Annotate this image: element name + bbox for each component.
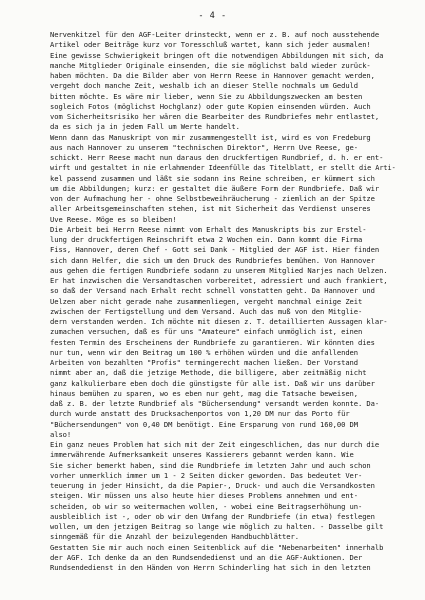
text-line: "Büchersendungen" von 0,40 DM benötigt. Eine Ersparung von rund 160,00 DM xyxy=(50,419,358,429)
text-line: ganz kalkulierbare eben doch die günstigste für alle ist. Daß wir uns darüber xyxy=(50,378,375,388)
text-line: aller Arbeitsgemeinschaften stehen, ist mit Sicherheit das Verdienst unseres xyxy=(50,204,371,214)
text-line: bitten möchte. Es wäre mir lieber, wenn Sie zu Abbildungszwecken am besten xyxy=(50,91,363,101)
text-line: ausbleiblich ist -, oder ob wir den Umfang der Rundbriefe (in etwa) festlegen xyxy=(50,511,375,521)
text-line: der AGF. Ich denke da an den Rundsendedienst und an die AGF-Auktionen. Der xyxy=(50,552,363,562)
text-line: Er hat inzwischen die Versandtaschen vorbereitet, adressiert und auch frankiert, xyxy=(50,276,388,285)
text-line: sinngemäß für die Anzahl der beizulegenden Handbuchblätter. xyxy=(50,532,299,542)
text-line: nur tun, wenn wir den Beitrag um 100 % erhöhen würden und die anfallenden xyxy=(50,347,358,357)
text-line: Gestatten Sie mir auch noch einen Seitenblick auf die "Nebenarbeiten" innerhalb xyxy=(50,542,384,552)
text-line: vorher unmerklich immer um 1 - 2 Seiten dicker geworden. Das bedeutet Ver- xyxy=(50,470,363,480)
text-line: nimmt aber an, daß die jetzige Methode, die billigere, aber zeitmäßig nicht xyxy=(50,368,367,378)
text-line: vergeht doch manche Zeit, weshalb ich an dieser Stelle nochmals um Geduld xyxy=(50,81,358,91)
text-line: Eine gewisse Schwierigkeit bringen oft die notwendigen Abbildungen mit sich, da xyxy=(50,50,384,60)
text-line: lung der druckfertigen Reinschrift etwa 2 Wochen ein. Dann kommt die Firma xyxy=(50,235,363,244)
text-line: so daß der Versand nach Erhalt recht schnell vonstatten geht. Da Hannover und xyxy=(50,286,375,296)
text-line: Wenn dann das Manuskript von mir zusammengestellt ist, wird es von Fredeburg xyxy=(50,132,371,142)
text-line: sich dann Helfer, die sich um den Druck des Rundbriefes bemühen. Von Hannover xyxy=(50,255,375,265)
text-line: zumachen versuchen, daß es für uns "Amateure" einfach unmöglich ist, einen xyxy=(50,327,363,337)
text-line: steigen. Wir müssen uns also heute hier dieses Problems annehmen und ent- xyxy=(50,491,358,501)
text-line: aus nach Hannover zu unserem "technischen Direktor", Herrn Uve Reese, ge- xyxy=(50,142,358,152)
text-line: Uve Reese. Möge es so bleiben! xyxy=(50,214,177,224)
text-line: haben möchten. Da die Bilder aber von Herrn Reese in Hannover gemacht werden, xyxy=(50,71,375,80)
text-line: Sie sicher bemerkt haben, sind die Rundbriefe im letzten Jahr und auch schon xyxy=(50,460,371,470)
text-line: Nervenkitzel für den AGF-Leiter drinsteckt, wenn er z. B. auf noch ausstehende xyxy=(50,30,380,39)
text-line: vom Sicherheitsrisiko her wären die Bearbeiter des Rundbriefes mehr entlastet, xyxy=(50,112,380,121)
text-line: wollen, um den jetzigen Beitrag so lange wie möglich zu halten. - Dasselbe gilt xyxy=(50,522,384,531)
text-line: Uelzen aber nicht gerade nahe zusammenliegen, vergeht manchmal einige Zeit xyxy=(50,296,363,306)
text-line: Fiss, Hannover, deren Chef - Gott sei Dank - Mitglied der AGF ist. Hier finden xyxy=(50,245,380,255)
text-line: scheiden, ob wir so weitermachen wollen, - wobei eine Beitragserhöhung un- xyxy=(50,501,363,511)
text-line: Artikel oder Beiträge kurz vor Toresschluß wartet, kann sich jeder ausmalen! xyxy=(50,40,371,50)
text-line: sogleich Fotos (möglichst Hochglanz) oder gute Kopien einsenden würden. Auch xyxy=(50,101,371,111)
text-line: schickt. Herr Reese macht nun daraus den druckfertigen Rundbrief, d. h. er ent- xyxy=(50,153,384,162)
text-line: Die Arbeit bei Herrn Reese nimmt vom Erhalt des Manuskripts bis zur Erstel- xyxy=(50,224,367,234)
text-line: hinaus bemühen zu sparen, wo es eben nur geht, mag die Tatsache beweisen, xyxy=(50,388,358,398)
text-line: teuerung in jeder Hinsicht, da die Papier-, Druck- und auch die Versandkosten xyxy=(50,481,375,490)
text-line: immerwährende Aufmerksamkeit unseres Kassierers gebannt werden kann. Wie xyxy=(50,450,354,460)
text-line: dern verstanden werden. Ich möchte mit diesen z. T. detaillierten Aussagen klar- xyxy=(50,317,388,326)
text-line: also! xyxy=(50,429,72,439)
text-line: da es sich ja in jedem Fall um Werte handelt. xyxy=(50,122,240,132)
text-line: daß z. B. der letzte Rundbrief als "Büchersendung" versandt werden konnte. Da- xyxy=(50,399,380,408)
text-line: um die Abbildungen; kurz: er gestaltet die äußere Form der Rundbriefe. Daß wir xyxy=(50,183,380,193)
text-line: Ein ganz neues Problem hat sich mit der Zeit eingeschlichen, das nur durch die xyxy=(50,440,380,449)
text-line: kel passend zusammen und läßt sie sodann ins Reine schreiben, er kümmert sich xyxy=(50,173,375,183)
body-text xyxy=(50,30,396,573)
text-line: manche Mitglieder Originale einsenden, die sie möglichst bald wieder zurück- xyxy=(50,60,371,70)
text-line: zwischen der Fertigstellung und dem Versand. Auch das muß von den Mitglie- xyxy=(50,306,363,316)
text-line: Arbeiten von bezahlten "Profis" termingerecht machen ließen. Der Vorstand xyxy=(50,358,358,367)
text-line: durch wurde anstatt des Drucksachenportos von 1,20 DM nur das Porto für xyxy=(50,409,350,419)
text-line: aus gehen die fertigen Rundbriefe sodann zu unserem Mitglied Narjes nach Uelzen. xyxy=(50,265,388,275)
text-line: Rundsendedienst in den Händen von Herrn Schinderling hat sich in den letzten xyxy=(50,563,371,572)
text-line: von der Aufmachung her - ohne Selbstbeweihräucherung - ziemlich an der Spitze xyxy=(50,194,375,203)
page-number: - 4 - xyxy=(198,11,227,21)
text-line: festen Termin des Erscheinens der Rundbriefe zu garantieren. Wir könnten dies xyxy=(50,337,375,347)
text-line: wirft und gestaltet in nie erlahmender Ideenfülle das Titelblatt, er stellt die Arti- xyxy=(50,163,396,173)
